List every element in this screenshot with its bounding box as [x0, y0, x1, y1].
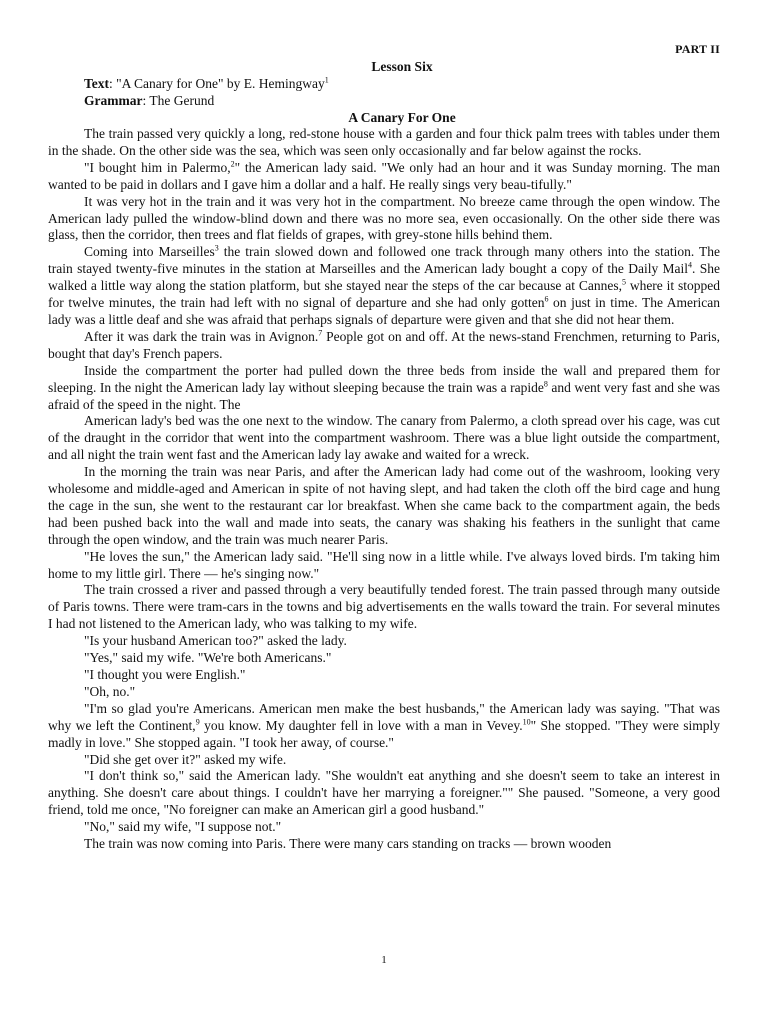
paragraph-text: "I bought him in Palermo,	[84, 159, 231, 175]
paragraph	[48, 160, 720, 194]
paragraph-text: "Oh, no."	[84, 683, 136, 699]
paragraph-text: you know. My daughter fell in love with a man in Vevey.	[199, 717, 523, 733]
paragraph-text: . She walked a little way along the station platform, but she stayed near the steps of the car because at Cannes,	[48, 261, 720, 294]
text-footnote: 1	[324, 75, 329, 85]
paragraph	[48, 819, 720, 836]
paragraph-text: "He loves the sun," the American lady said. "He'll sing now in a little while. I've always loved birds. I'm taking him home to my little girl. There — he's singing now."	[48, 548, 720, 581]
paragraph	[48, 329, 720, 363]
grammar-label: Grammar	[84, 93, 143, 108]
grammar-line	[84, 92, 720, 109]
paragraph-text: " She stopped. "They were simply madly in love." She stopped again. "I took her away, of course."	[48, 717, 720, 750]
footnote-marker: 7	[318, 328, 323, 338]
paragraph	[48, 582, 720, 633]
paragraph	[48, 752, 720, 769]
paragraph-text: on just in time. The American lady was a little deaf and she was afraid that perhaps signals of departure were given and that she did not hear them.	[48, 295, 720, 327]
paragraph	[48, 549, 720, 583]
paragraph	[48, 126, 720, 160]
paragraph-text: After it was dark the train was in Avignon.	[84, 328, 319, 344]
paragraph-text: "I don't think so," said the American lady. "She wouldn't eat anything and she doesn't seem to take an interest in anything. She doesn't care about things. I couldn't have her marrying a foreigner."" She paused. "Someone, a very good friend, told me once, "No foreigner can make an American girl a good husband."	[48, 768, 720, 818]
paragraph-text: American lady's bed was the one next to the window. The canary from Palermo, a cloth spread over his cage, was cut of the draught in the corridor that went into the compartment washroom. There was a blue light outside the compartment, and all night the train went fast and the American lady lay awake and waited for a wreck.	[48, 413, 720, 463]
paragraph	[48, 194, 720, 245]
paragraph	[48, 464, 720, 549]
footnote-marker: 5	[621, 277, 626, 287]
paragraph-text: The train crossed a river and passed through a very beautifully tended forest. The train passed through many outside of Paris towns. There were tram-cars in the towns and big advertisements en the walls toward the train. For several minutes I had not listened to the American lady, who was talking to my wife.	[48, 582, 720, 632]
footnote-marker: 3	[214, 243, 219, 253]
paragraph	[48, 768, 720, 819]
paragraph-text: " the American lady said. "We only had an hour and it was Sunday morning. The man wanted to be paid in dollars and I gave him a dollar and a half. He really sings very beau-tifully."	[48, 159, 721, 192]
paragraph-text: The train passed very quickly a long, red-stone house with a garden and four thick palm trees with tables under them in the shade. On the other side was the sea, which was seen only occasionally and far below against the rocks.	[48, 126, 720, 158]
paragraph	[48, 413, 720, 464]
paragraph-text: The train was now coming into Paris. There were many cars standing on tracks — brown wooden	[84, 836, 612, 852]
paragraph-text: "I thought you were English."	[84, 667, 246, 682]
paragraph-text: People got on and off. At the news-stand Frenchmen, returning to Paris, bought that day's French papers.	[48, 328, 720, 361]
story-body	[48, 126, 721, 853]
paragraph-text: "No," said my wife, "I suppose not."	[84, 819, 282, 835]
paragraph-text: Inside the compartment the porter had pulled down the three beds from inside the wall and prepared them for sleeping. In the night the American lady lay without sleeping because the train was a rapide	[48, 362, 720, 395]
footnote-marker: 9	[195, 717, 200, 727]
page-number: 1	[381, 954, 387, 966]
footnote-marker: 10	[522, 717, 531, 727]
paragraph-text: It was very hot in the train and it was very hot in the compartment. No breeze came through the open window. The American lady pulled the window-blind down and there was no more sea, even occasionally. On the other side there was glass, then the corridor, then trees and flat fields of grapes, with grey-stone hills behind them.	[48, 193, 720, 243]
paragraph	[48, 836, 720, 853]
paragraph	[48, 363, 720, 414]
paragraph-text: "Is your husband American too?" asked the lady.	[84, 633, 347, 649]
paragraph-text: where it stopped for twelve minutes, the train had left with no signal of departure and she had only gotten	[48, 278, 720, 311]
text-value: : "A Canary for One" by E. Hemingway	[109, 76, 325, 91]
grammar-value: : The Gerund	[142, 93, 215, 108]
footnote-marker: 6	[544, 294, 549, 304]
footnote-marker: 2	[230, 159, 235, 169]
paragraph	[48, 244, 720, 329]
lesson-heading: Lesson Six	[371, 59, 433, 74]
paragraph-text: Coming into Marseilles	[84, 244, 215, 260]
paragraph-text: and went very fast and she was afraid of the speed in the night. The	[48, 379, 720, 412]
text-label: Text	[84, 76, 110, 91]
part-label: PART II	[675, 42, 720, 56]
paragraph-text: In the morning the train was near Paris, and after the American lady had come out of the washroom, looking very wholesome and middle-aged and American in spite of not having slept, and had taken the cloth off the bird cage and hung the cage in the sun, she went to the restaurant car lor breakfast. When she came back to the compartment again, the beds had been pushed back into the wall and made into seats, the canary was shaking his feathers in the sunlight that came through the open window, and the train was much nearer Paris.	[48, 464, 720, 547]
paragraph-text: "Yes," said my wife. "We're both Americans."	[84, 650, 332, 666]
story-title: A Canary For One	[348, 110, 456, 125]
paragraph	[48, 701, 720, 752]
paragraph-text: the train slowed down and followed one track through many others into the station. The train stayed twenty-five minutes in the station at Marseilles and the American lady bought a copy of the Daily Mail	[48, 244, 720, 277]
text-line	[84, 75, 720, 92]
paragraph-text: "I'm so glad you're Americans. American men make the best husbands," the American lady was saying. "That was why we left the Continent,	[48, 700, 720, 733]
paragraph	[48, 667, 720, 684]
footnote-marker: 8	[543, 379, 548, 389]
paragraph	[48, 684, 720, 701]
footnote-marker: 4	[688, 260, 693, 270]
paragraph	[48, 650, 720, 667]
paragraph	[48, 633, 720, 650]
paragraph-text: "Did she get over it?" asked my wife.	[84, 751, 287, 767]
